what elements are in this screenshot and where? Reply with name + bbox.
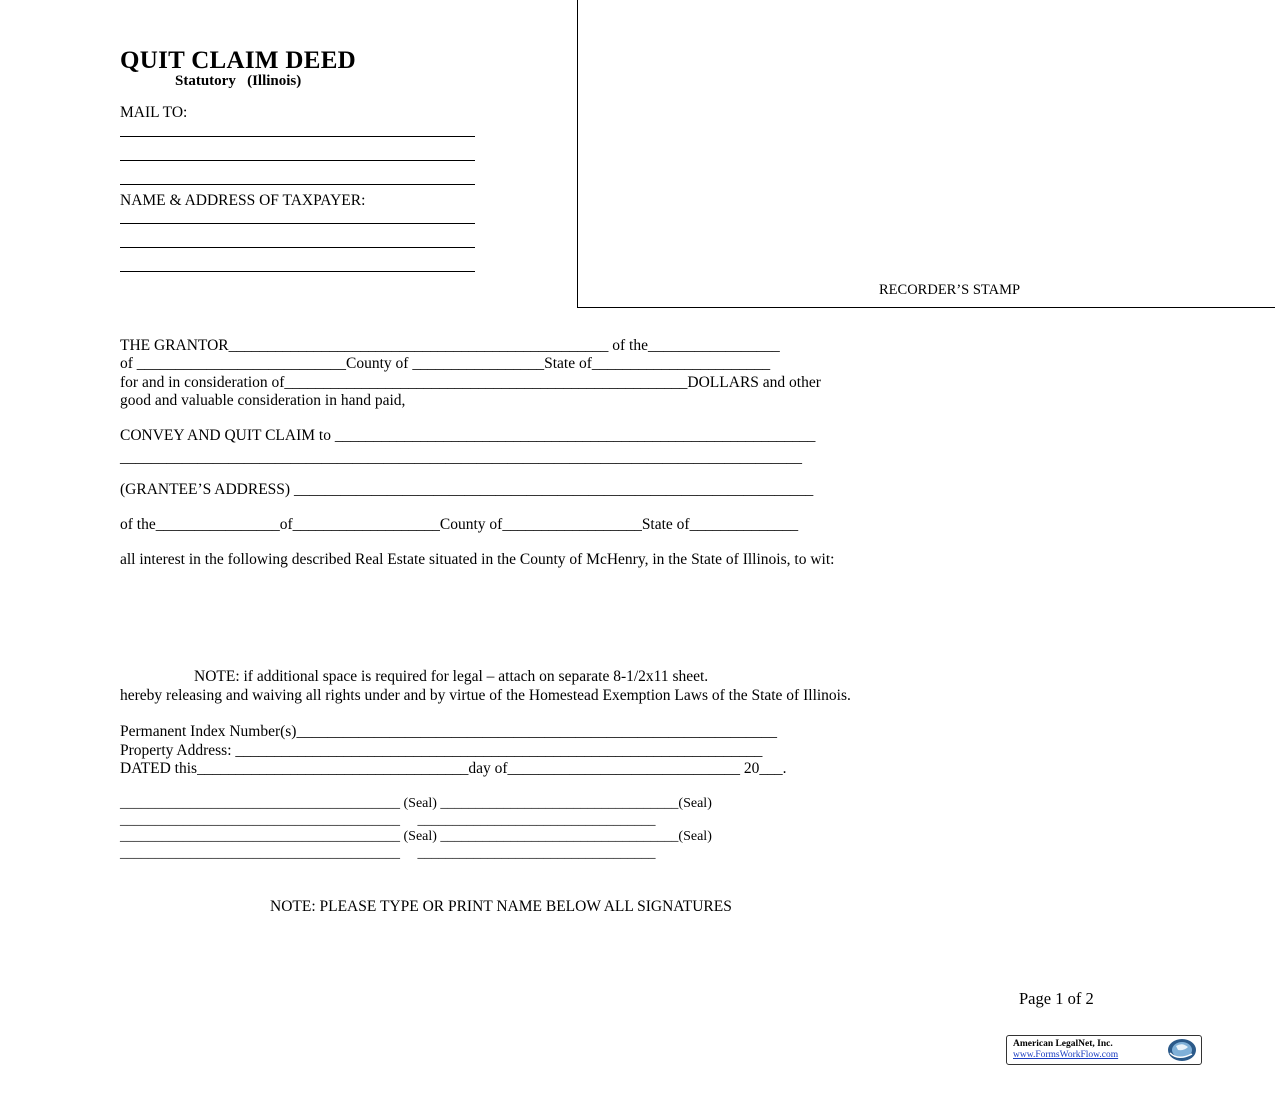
grantor-line-4: good and valuable consideration in hand paid, bbox=[120, 392, 406, 409]
taxpayer-line-3 bbox=[120, 271, 475, 272]
signature-note: NOTE: PLEASE TYPE OR PRINT NAME BELOW ALL SIGNATURES bbox=[270, 898, 732, 915]
property-address: Property Address: ____________________________________________________________________ bbox=[120, 742, 763, 759]
american-legalnet-logo[interactable] bbox=[1006, 1035, 1202, 1065]
mail-to-line-1 bbox=[120, 136, 475, 137]
permanent-index-number: Permanent Index Number(s)______________________________________________________________ bbox=[120, 723, 777, 740]
convey-line-1: CONVEY AND QUIT CLAIM to ______________________________________________________________ bbox=[120, 427, 816, 444]
grantee-address-line: (GRANTEE’S ADDRESS) ___________________________________________________________________ bbox=[120, 481, 814, 498]
of-the-line: of the________________of___________________County of__________________State of______________ bbox=[120, 516, 799, 533]
taxpayer-label: NAME & ADDRESS OF TAXPAYER: bbox=[120, 192, 366, 209]
grantor-line-2: of ___________________________County of _________________State of_______________________ bbox=[120, 355, 771, 372]
signature-row-1: ________________________________________ (Seal) __________________________________(Seal) bbox=[120, 796, 712, 811]
logo-company-name: American LegalNet, Inc. bbox=[1013, 1039, 1113, 1049]
globe-icon bbox=[1164, 1037, 1198, 1063]
grantor-line-3: for and in consideration of____________________________________________________DOLLARS and other bbox=[120, 374, 821, 391]
document-subtitle: Statutory (Illinois) bbox=[175, 73, 302, 89]
mail-to-line-2 bbox=[120, 160, 475, 161]
signature-row-2: ________________________________________ __________________________________ bbox=[120, 813, 656, 828]
grantor-line-1: THE GRANTOR_________________________________________________ of the_________________ bbox=[120, 337, 780, 354]
signature-row-3: ________________________________________ (Seal) __________________________________(Seal) bbox=[120, 829, 712, 844]
recorder-stamp-bottom-border bbox=[577, 307, 1275, 308]
homestead-waiver: hereby releasing and waiving all rights under and by virtue of the Homestead Exemption Laws of the State of Illinois. bbox=[120, 687, 851, 704]
recorder-stamp-left-border bbox=[577, 0, 578, 307]
mail-to-label: MAIL TO: bbox=[120, 104, 188, 121]
mail-to-line-3 bbox=[120, 184, 475, 185]
interest-statement: all interest in the following described Real Estate situated in the County of McHenry, in the State of Illinois, to wit: bbox=[120, 551, 835, 568]
convey-line-2: ________________________________________________________________________________________ bbox=[120, 449, 802, 466]
signature-row-4: ________________________________________ __________________________________ bbox=[120, 846, 656, 861]
document-title: QUIT CLAIM DEED bbox=[120, 47, 357, 74]
taxpayer-line-1 bbox=[120, 223, 475, 224]
dated-line: DATED this___________________________________day of______________________________ 20___. bbox=[120, 760, 787, 777]
recorder-stamp-label: RECORDER’S STAMP bbox=[879, 282, 1021, 298]
taxpayer-line-2 bbox=[120, 247, 475, 248]
page-number: Page 1 of 2 bbox=[1019, 989, 1094, 1008]
legal-space-note: NOTE: if additional space is required for legal – attach on separate 8-1/2x11 sheet. bbox=[194, 668, 709, 685]
logo-url-link[interactable]: www.FormsWorkFlow.com bbox=[1013, 1050, 1119, 1060]
